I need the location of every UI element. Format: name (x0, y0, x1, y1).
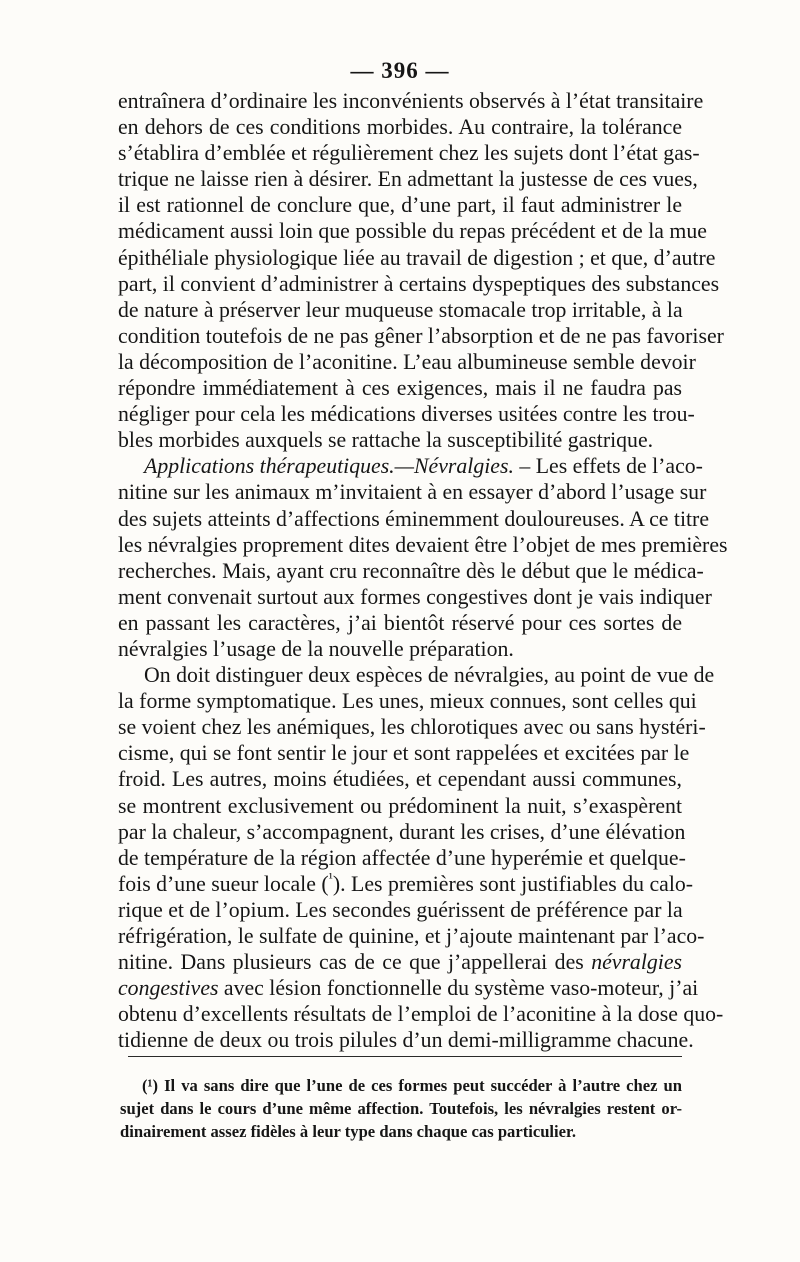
footnote (120, 1074, 682, 1143)
text-line: se voient chez les anémiques, les chlorotiques avec ou sans hystéri- (118, 715, 706, 740)
text-line-with-italic (118, 975, 699, 1001)
paragraph-continuation (118, 88, 724, 453)
footnote-line: sujet dans le cours d’une même affection. Toutefois, les névralgies restent or- (120, 1099, 682, 1118)
section-heading-line (118, 453, 703, 479)
text-line: la forme symptomatique. Les unes, mieux connues, sont celles qui (118, 689, 697, 714)
footnote-reference: ¹ (328, 870, 333, 887)
text-fragment: fois d’une sueur locale ( (118, 871, 329, 896)
text-line: les névralgies proprement dites devaient être l’objet de mes premières (118, 532, 728, 557)
text-line: ment convenait surtout aux formes congestives dont je vais indiquer (118, 584, 712, 609)
text-line: en passant les caractères, j’ai bientôt réservé pour ces sortes de (118, 610, 682, 635)
text-line: des sujets atteints d’affections éminemment douloureuses. A ce titre (118, 506, 709, 531)
text-line: réfrigération, le sulfate de quinine, et j’ajoute maintenant par l’aco- (118, 924, 705, 948)
text-line: trique ne laisse rien à désirer. En admettant la justesse de ces vues, (118, 167, 698, 192)
text-line: condition toutefois de ne pas gêner l’absorption et de ne pas favoriser (118, 323, 724, 348)
text-fragment: ). Les premières sont justifiables du calo- (332, 871, 694, 896)
footnote-text: Il va sans dire que l’une de ces formes peut succéder à l’autre chez un (158, 1076, 682, 1095)
text-line: entraînera d’ordinaire les inconvénients observés à l’état transitaire (118, 89, 704, 113)
text-line: répondre immédiatement à ces exigences, mais il ne faudra pas (118, 376, 682, 401)
paragraph-nevralgies (118, 662, 724, 1053)
text-line: recherches. Mais, ayant cru reconnaître dès le début que le médica- (118, 558, 704, 583)
text-line: froid. Les autres, moins étudiées, et cependant aussi communes, (118, 767, 682, 792)
text-line: bles morbides auxquels se rattache la susceptibilité gastrique. (118, 428, 654, 453)
footnote-separator (128, 1056, 682, 1057)
text-line: en dehors de ces conditions morbides. Au contraire, la tolérance (118, 115, 682, 140)
page-number: — 396 — (350, 58, 450, 83)
text-line-with-note (118, 870, 694, 897)
text-line: il est rationnel de conclure que, d’une part, il faut administrer le (118, 193, 682, 218)
text-fragment: nitine. Dans plusieurs cas de ce que j’appellerai des (118, 950, 592, 975)
footnote-line: dinairement assez fidèles à leur type dans chaque cas particulier. (120, 1122, 577, 1141)
body-text (118, 88, 728, 1053)
italic-term: névralgies (591, 950, 682, 975)
footnote-marker: (¹) (142, 1076, 159, 1095)
text-line: nitine sur les animaux m’invitaient à en essayer d’abord l’usage sur (118, 480, 707, 505)
text-line: négliger pour cela les médications diverses usitées contre les trou- (118, 402, 695, 427)
italic-term: congestives (118, 976, 219, 1001)
text-line: épithéliale physiologique liée au travail de digestion ; et que, d’autre (118, 245, 716, 270)
text-fragment: – Les effets de l’aco- (513, 454, 703, 479)
text-line-with-italic (118, 949, 682, 975)
text-line: obtenu d’excellents résultats de l’emploi de l’aconitine à la dose quo- (118, 1002, 724, 1027)
section-heading: Applications thérapeutiques.—Névralgies. (144, 454, 514, 479)
paragraph-applications (118, 453, 728, 662)
text-line: s’établira d’emblée et régulièrement chez les sujets dont l’état gas- (118, 141, 700, 166)
text-line: par la chaleur, s’accompagnent, durant les crises, d’une élévation (118, 819, 686, 844)
text-line: rique et de l’opium. Les secondes guérissent de préférence par la (118, 897, 683, 922)
text-line: On doit distinguer deux espèces de névralgies, au point de vue de (144, 663, 715, 688)
text-line: tidienne de deux ou trois pilules d’un demi-milligramme chacune. (118, 1028, 694, 1053)
text-line: la décomposition de l’aconitine. L’eau albumineuse semble devoir (118, 349, 696, 374)
text-line: névralgies l’usage de la nouvelle préparation. (118, 636, 514, 661)
text-line: de nature à préserver leur muqueuse stomacale trop irritable, à la (118, 297, 683, 322)
text-line: se montrent exclusivement ou prédominent la nuit, s’exaspèrent (118, 793, 682, 818)
text-fragment: avec lésion fonctionnelle du système vaso-moteur, j’ai (218, 976, 699, 1001)
text-line: médicament aussi loin que possible du repas précédent et de la mue (118, 219, 707, 244)
footnote-line (120, 1074, 682, 1097)
text-line: de température de la région affectée d’une hyperémie et quelque- (118, 845, 686, 870)
text-line: part, il convient d’administrer à certains dyspeptiques des substances (118, 271, 720, 296)
text-line: cisme, qui se font sentir le jour et sont rappelées et excitées par le (118, 741, 690, 766)
